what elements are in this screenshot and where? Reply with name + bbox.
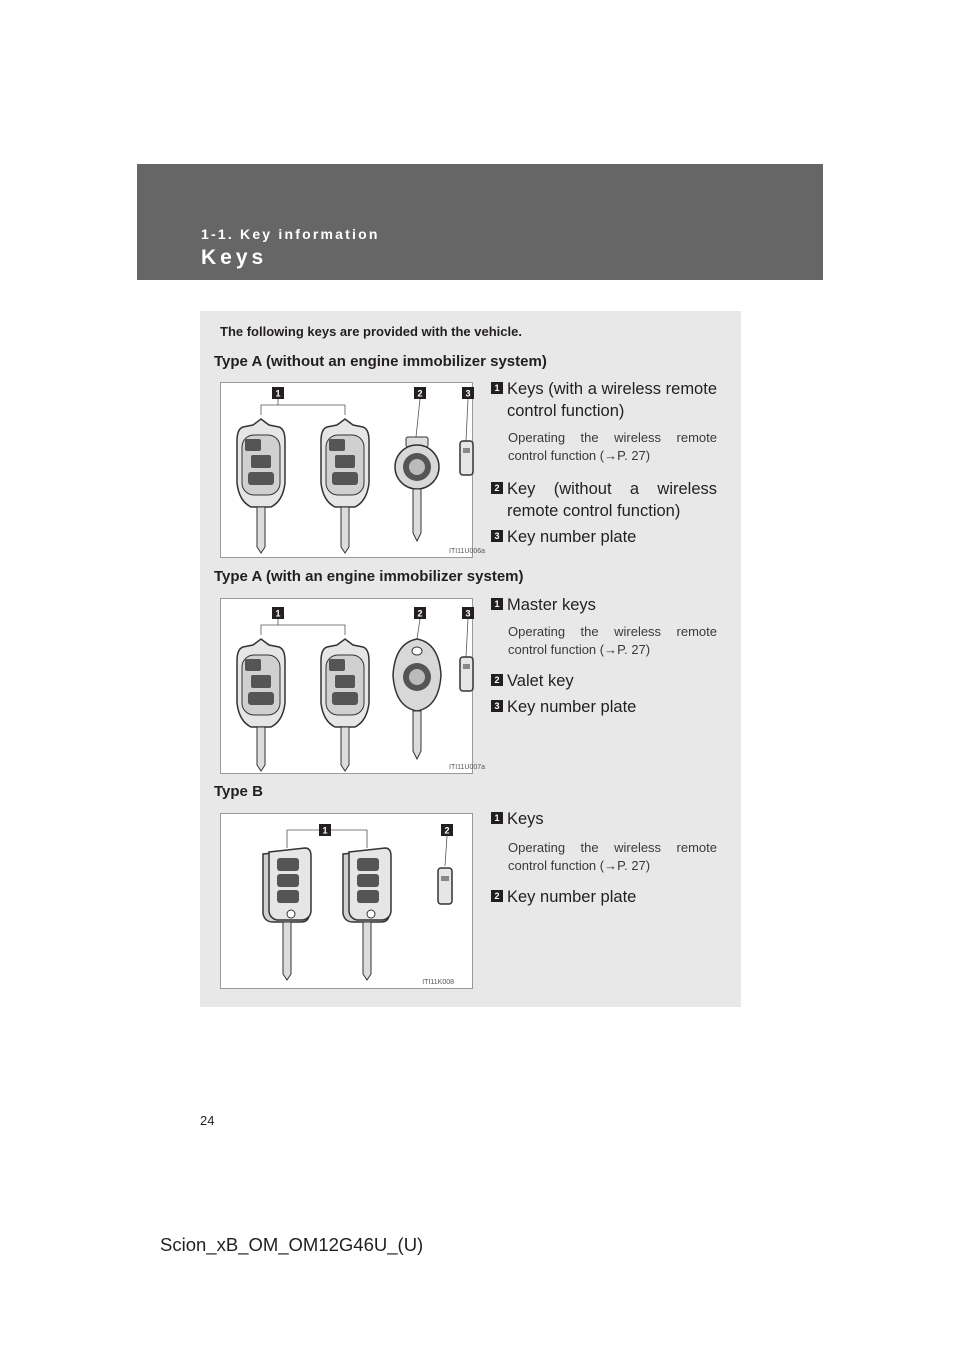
content-panel	[200, 311, 741, 1007]
page-title: Keys	[201, 246, 268, 269]
item-number: 2	[491, 674, 503, 686]
key-number-plate-illustration	[438, 868, 452, 904]
remote-key-illustration	[237, 639, 285, 771]
item-number: 1	[491, 598, 503, 610]
item-label: Key number plate	[507, 698, 637, 716]
figure-code: ITI11U006a	[449, 548, 486, 555]
item-label: Keys (with a wireless remote control function)	[507, 380, 717, 420]
item-label: Master keys	[507, 596, 596, 614]
document-id: Scion_xB_OM_OM12G46U_(U)	[160, 1234, 424, 1255]
list-item	[491, 696, 717, 718]
callout-3-label: 3	[465, 388, 471, 399]
callout-3-label: 3	[465, 608, 471, 619]
key-number-plate-illustration	[460, 657, 473, 691]
section-header	[137, 164, 823, 280]
item-label: Key number plate	[507, 528, 637, 546]
item-note: Operating the wireless remote control function (→P. 27)	[508, 840, 717, 873]
item-label: Key (without a wireless remote control function)	[507, 480, 717, 520]
list-item	[491, 886, 717, 908]
remote-key-illustration	[237, 419, 285, 553]
list-item	[491, 478, 717, 522]
section-label: 1-1. Key information	[201, 226, 380, 242]
list-item	[491, 378, 717, 422]
item-number: 3	[491, 700, 503, 712]
list-item	[491, 594, 717, 616]
callout-1-label: 1	[275, 608, 281, 619]
key-number-plate-illustration	[460, 441, 473, 475]
item-label: Keys	[507, 810, 544, 828]
item-number: 1	[491, 382, 503, 394]
type-a-immobilizer-figure	[220, 598, 486, 774]
callout-2-label: 2	[417, 608, 423, 619]
callout-1-label: 1	[275, 388, 281, 399]
callout-2-label: 2	[444, 825, 450, 836]
type-a-immobilizer-heading: Type A (with an engine immobilizer system)	[214, 568, 524, 585]
list-item	[491, 670, 717, 692]
flip-key-illustration	[343, 848, 391, 980]
plain-key-illustration	[395, 437, 439, 541]
item-note: Operating the wireless remote control function (→P. 27)	[508, 430, 717, 463]
item-note: Operating the wireless remote control function (→P. 27)	[508, 624, 717, 657]
type-a-no-immobilizer-heading: Type A (without an engine immobilizer system)	[214, 353, 547, 370]
item-number: 1	[491, 812, 503, 824]
page-number: 24	[200, 1113, 215, 1128]
remote-key-illustration	[321, 639, 369, 771]
type-a-no-immobilizer-figure	[220, 382, 486, 558]
type-b-heading: Type B	[214, 783, 263, 800]
item-label: Valet key	[507, 672, 574, 690]
callout-2-label: 2	[417, 388, 423, 399]
callout-1-label: 1	[322, 825, 328, 836]
item-number: 3	[491, 530, 503, 542]
list-item	[491, 526, 717, 548]
figure-code: ITI11K008	[422, 979, 454, 986]
list-item	[491, 808, 717, 830]
item-number: 2	[491, 482, 503, 494]
intro-text: The following keys are provided with the vehicle.	[220, 324, 522, 339]
item-number: 2	[491, 890, 503, 902]
type-b-figure	[220, 813, 473, 989]
figure-code: ITI11U007a	[449, 764, 486, 771]
valet-key-illustration	[393, 639, 441, 759]
remote-key-illustration	[321, 419, 369, 553]
item-label: Key number plate	[507, 888, 637, 906]
flip-key-illustration	[263, 848, 311, 980]
